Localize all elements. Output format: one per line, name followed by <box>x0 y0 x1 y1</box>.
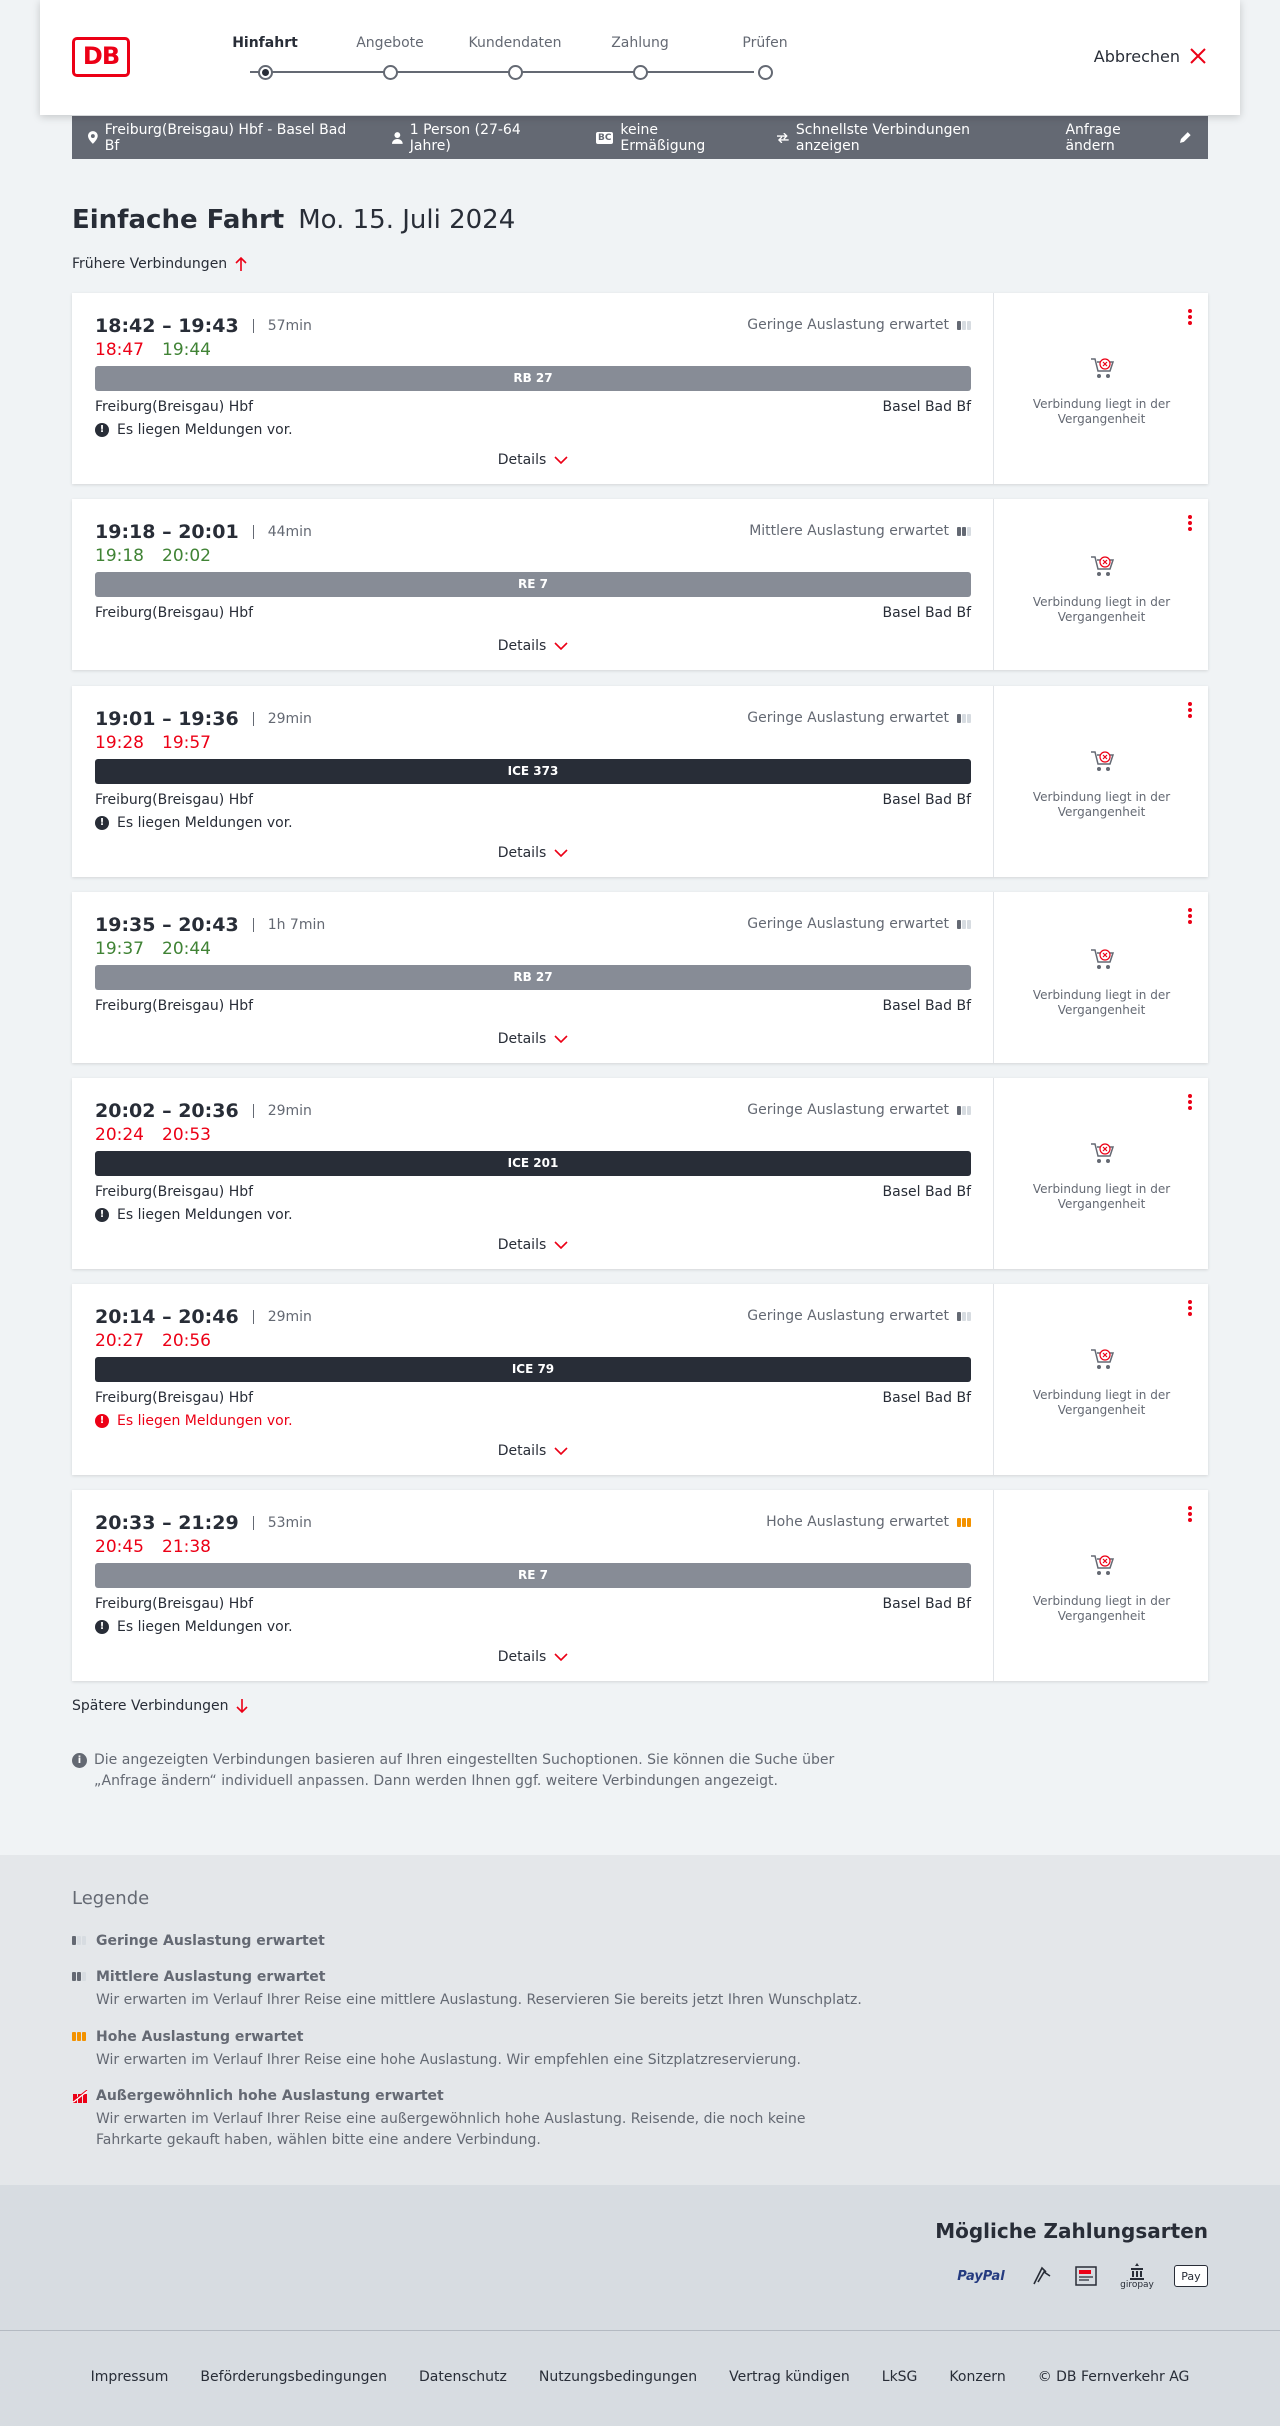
scheduled-times: 20:02 – 20:36 <box>95 1100 239 1122</box>
direct-debit-icon <box>1030 2260 1054 2292</box>
duration: 53min <box>253 1516 312 1530</box>
message-text: Es liegen Meldungen vor. <box>117 815 293 831</box>
step-label: Hinfahrt <box>232 35 298 51</box>
cart-unavailable-icon <box>1089 355 1115 381</box>
message-notice <box>95 422 293 438</box>
details-toggle[interactable] <box>72 1443 994 1459</box>
step-label: Prüfen <box>742 35 788 51</box>
connection-info <box>72 1284 994 1475</box>
chevron-down-icon <box>554 642 568 650</box>
stations <box>95 399 971 415</box>
connection-times <box>95 1306 312 1328</box>
details-toggle[interactable] <box>72 1031 994 1047</box>
later-label: Spätere Verbindungen <box>72 1698 229 1714</box>
edit-request-button[interactable] <box>1065 122 1192 154</box>
realtime-times <box>95 340 229 360</box>
exclamation-icon: ! <box>95 816 109 830</box>
departure-station: Freiburg(Breisgau) Hbf <box>95 1596 254 1612</box>
connection-card[interactable] <box>72 892 1208 1063</box>
bahncard-icon: BC <box>597 132 612 143</box>
occupancy-forecast <box>747 317 971 333</box>
connection-info <box>72 1078 994 1269</box>
details-label: Details <box>497 1649 547 1665</box>
exclamation-icon: ! <box>95 1414 109 1428</box>
more-options-icon[interactable] <box>1188 309 1192 327</box>
connection-times <box>95 708 312 730</box>
connection-info <box>72 499 994 670</box>
step-dot <box>508 65 523 80</box>
legend-item-medium <box>72 1969 872 2011</box>
occupancy-low-icon <box>72 1936 86 1945</box>
booking-panel <box>995 499 1208 670</box>
message-text: Es liegen Meldungen vor. <box>117 1207 293 1223</box>
more-options-icon[interactable] <box>1188 702 1192 720</box>
occupancy-text: Mittlere Auslastung erwartet <box>749 523 949 539</box>
chevron-down-icon <box>554 1035 568 1043</box>
exclamation-icon: ! <box>95 1620 109 1634</box>
occupancy-forecast <box>747 916 971 932</box>
stations <box>95 1596 971 1612</box>
trip-date: Mo. 15. Juli 2024 <box>298 205 516 235</box>
connection-info <box>72 1490 994 1681</box>
cancel-button[interactable] <box>1094 46 1208 66</box>
train-bar[interactable]: RE 7 <box>95 572 971 597</box>
pencil-icon <box>1179 131 1192 144</box>
occupancy-text: Geringe Auslastung erwartet <box>747 317 949 333</box>
summary-discount <box>596 122 743 154</box>
legend-item-very-high <box>72 2088 872 2151</box>
arrival-station: Basel Bad Bf <box>882 998 971 1014</box>
occupancy-text: Geringe Auslastung erwartet <box>747 1102 949 1118</box>
header <box>40 0 1240 115</box>
legend-item-title: Außergewöhnlich hohe Auslastung erwartet <box>96 2088 444 2104</box>
payment-title: Mögliche Zahlungsarten <box>935 2219 1208 2243</box>
legend-item-title: Hohe Auslastung erwartet <box>96 2029 304 2045</box>
legend-item-high <box>72 2029 872 2071</box>
chevron-down-icon <box>554 849 568 857</box>
connection-times <box>95 1100 312 1122</box>
cart-unavailable-icon <box>1089 1140 1115 1166</box>
step-dot <box>758 65 773 80</box>
duration: 1h 7min <box>253 918 326 932</box>
connection-card[interactable] <box>72 293 1208 484</box>
page-title <box>72 205 515 235</box>
paypal-icon: PayPal <box>957 2268 1005 2284</box>
occupancy-text: Geringe Auslastung erwartet <box>747 916 949 932</box>
more-options-icon[interactable] <box>1188 908 1192 926</box>
stations <box>95 792 971 808</box>
occupancy-forecast <box>747 710 971 726</box>
footer-link-befoerderungsbedingungen[interactable]: Beförderungsbedingungen <box>200 2369 387 2385</box>
occupancy-text: Hohe Auslastung erwartet <box>766 1514 949 1530</box>
arrival-station: Basel Bad Bf <box>882 1390 971 1406</box>
footer-link-datenschutz[interactable]: Datenschutz <box>418 2369 507 2385</box>
cart-unavailable-icon <box>1089 1346 1115 1372</box>
occupancy-forecast <box>747 1102 971 1118</box>
fastest-text: Schnellste Verbindungen anzeigen <box>795 121 970 154</box>
realtime-arrival: 20:53 <box>162 1125 211 1145</box>
chevron-down-icon <box>554 1447 568 1455</box>
legend-item-title: Geringe Auslastung erwartet <box>96 1933 325 1949</box>
search-summary <box>72 116 1208 159</box>
step-dot <box>633 65 648 80</box>
cart-unavailable-icon <box>1089 748 1115 774</box>
legend-item-desc: Wir erwarten im Verlauf Ihrer Reise eine mittlere Auslastung. Reservieren Sie bereits jetzt Ihren Wunschplatz. <box>96 1992 862 2008</box>
realtime-times <box>95 1537 229 1557</box>
person-icon <box>392 132 403 144</box>
realtime-times <box>95 1331 229 1351</box>
occupancy-icon <box>957 1312 971 1321</box>
duration: 29min <box>253 1104 312 1118</box>
realtime-times <box>95 546 229 566</box>
summary-passengers <box>392 122 562 154</box>
realtime-arrival: 21:38 <box>162 1537 211 1557</box>
info-text: Die angezeigten Verbindungen basieren auf Ihren eingestellten Suchoptionen. Sie können die Suche über „Anfrage ändern“ individuell anpassen. Dann werden Ihnen ggf. weitere Verbindungen angezeigt. <box>94 1752 835 1789</box>
connection-info <box>72 686 994 877</box>
connection-times <box>95 1512 312 1534</box>
past-connection-notice: Verbindung liegt in der Vergangenheit <box>1032 1594 1171 1623</box>
realtime-arrival: 19:57 <box>162 733 211 753</box>
realtime-times <box>95 939 229 959</box>
booking-panel <box>995 1078 1208 1269</box>
connection-card[interactable] <box>72 686 1208 877</box>
footer-link-lksg[interactable]: LkSG <box>881 2369 918 2385</box>
arrival-station: Basel Bad Bf <box>882 605 971 621</box>
realtime-departure: 19:37 <box>95 939 144 959</box>
more-options-icon[interactable] <box>1188 515 1192 533</box>
chevron-down-icon <box>554 1241 568 1249</box>
connection-times <box>95 521 312 543</box>
swap-arrows-icon <box>777 133 789 143</box>
legend-item-title: Mittlere Auslastung erwartet <box>96 1969 326 1985</box>
past-connection-notice: Verbindung liegt in der Vergangenheit <box>1032 1182 1171 1211</box>
edit-label: Anfrage ändern <box>1065 121 1121 154</box>
connection-card[interactable] <box>72 1078 1208 1269</box>
scheduled-times: 18:42 – 19:43 <box>95 315 239 337</box>
occupancy-text: Geringe Auslastung erwartet <box>747 1308 949 1324</box>
departure-station: Freiburg(Breisgau) Hbf <box>95 605 254 621</box>
scheduled-times: 19:01 – 19:36 <box>95 708 239 730</box>
step-dot <box>258 65 273 80</box>
arrival-station: Basel Bad Bf <box>882 1184 971 1200</box>
payment-icons <box>952 2260 1208 2292</box>
realtime-departure: 20:24 <box>95 1125 144 1145</box>
booking-panel <box>995 1490 1208 1681</box>
earlier-label: Frühere Verbindungen <box>72 256 228 272</box>
booking-panel <box>995 293 1208 484</box>
details-label: Details <box>497 638 547 654</box>
train-bar[interactable]: ICE 373 <box>95 759 971 784</box>
duration: 44min <box>253 525 312 539</box>
step-label: Angebote <box>356 35 424 51</box>
occupancy-icon <box>957 920 971 929</box>
stations <box>95 998 971 1014</box>
occupancy-high-icon <box>72 2032 86 2041</box>
later-connections-link[interactable] <box>72 1698 248 1714</box>
apple-pay-icon: Pay <box>1174 2265 1208 2287</box>
info-icon: i <box>72 1753 87 1768</box>
train-bar[interactable]: RE 7 <box>95 1563 971 1588</box>
giropay-icon: giropay <box>1120 2260 1154 2292</box>
past-connection-notice: Verbindung liegt in der Vergangenheit <box>1032 397 1171 426</box>
passengers-text: 1 Person (27-64 Jahre) <box>409 121 521 154</box>
footer <box>0 2330 1280 2426</box>
occupancy-forecast <box>749 523 971 539</box>
summary-fastest <box>777 122 1031 154</box>
occupancy-very-high-icon <box>72 2090 88 2103</box>
footer-copyright: © DB Fernverkehr AG <box>1037 2369 1190 2385</box>
connection-info <box>72 293 994 484</box>
occupancy-icon <box>957 321 971 330</box>
realtime-departure: 18:47 <box>95 340 144 360</box>
summary-route <box>88 122 358 154</box>
train-bar[interactable]: ICE 79 <box>95 1357 971 1382</box>
more-options-icon[interactable] <box>1188 1094 1192 1112</box>
message-text: Es liegen Meldungen vor. <box>117 1413 293 1429</box>
close-icon <box>1188 46 1208 66</box>
chevron-down-icon <box>554 456 568 464</box>
realtime-arrival: 20:02 <box>162 546 211 566</box>
arrival-station: Basel Bad Bf <box>882 399 971 415</box>
details-toggle[interactable] <box>72 845 994 861</box>
chevron-down-icon <box>554 1653 568 1661</box>
connection-times <box>95 315 312 337</box>
db-logo[interactable]: DB <box>72 37 130 77</box>
footer-link-konzern[interactable]: Konzern <box>949 2369 1006 2385</box>
realtime-departure: 20:27 <box>95 1331 144 1351</box>
booking-panel <box>995 686 1208 877</box>
route-text: Freiburg(Breisgau) Hbf - Basel Bad Bf <box>104 121 347 154</box>
departure-station: Freiburg(Breisgau) Hbf <box>95 998 254 1014</box>
realtime-departure: 19:18 <box>95 546 144 566</box>
cart-unavailable-icon <box>1089 946 1115 972</box>
occupancy-text: Geringe Auslastung erwartet <box>747 710 949 726</box>
arrival-station: Basel Bad Bf <box>882 1596 971 1612</box>
occupancy-icon <box>957 714 971 723</box>
footer-links <box>0 2369 1280 2385</box>
realtime-arrival: 19:44 <box>162 340 211 360</box>
cart-unavailable-icon <box>1089 553 1115 579</box>
scheduled-times: 19:18 – 20:01 <box>95 521 239 543</box>
booking-panel <box>995 1284 1208 1475</box>
scheduled-times: 20:14 – 20:46 <box>95 1306 239 1328</box>
legend-title: Legende <box>72 1888 150 1909</box>
sepa-icon <box>1074 2260 1100 2292</box>
realtime-times <box>95 1125 229 1145</box>
search-info-note <box>72 1750 872 1792</box>
progress-steps <box>210 0 788 115</box>
exclamation-icon: ! <box>95 1208 109 1222</box>
scheduled-times: 19:35 – 20:43 <box>95 914 239 936</box>
past-connection-notice: Verbindung liegt in der Vergangenheit <box>1032 790 1171 819</box>
arrow-down-icon <box>236 1699 248 1713</box>
details-label: Details <box>497 1443 547 1459</box>
exclamation-icon: ! <box>95 423 109 437</box>
footer-link-impressum[interactable]: Impressum <box>90 2369 169 2385</box>
legend-item-desc: Wir erwarten im Verlauf Ihrer Reise eine hohe Auslastung. Wir empfehlen eine Sitzplatzreservierung. <box>96 2052 801 2068</box>
train-bar[interactable]: ICE 201 <box>95 1151 971 1176</box>
message-text: Es liegen Meldungen vor. <box>117 422 293 438</box>
scheduled-times: 20:33 – 21:29 <box>95 1512 239 1534</box>
past-connection-notice: Verbindung liegt in der Vergangenheit <box>1032 1388 1171 1417</box>
connection-info <box>72 892 994 1063</box>
progress-line <box>250 71 754 73</box>
duration: 29min <box>253 1310 312 1324</box>
step-label: Kundendaten <box>468 35 562 51</box>
occupancy-icon <box>957 527 971 536</box>
train-bar[interactable]: RB 27 <box>95 965 971 990</box>
step-dot <box>383 65 398 80</box>
details-toggle[interactable] <box>72 1649 994 1665</box>
message-notice <box>95 1619 293 1635</box>
occupancy-forecast <box>766 1514 971 1530</box>
occupancy-medium-icon <box>72 1972 86 1981</box>
message-notice <box>95 815 293 831</box>
past-connection-notice: Verbindung liegt in der Vergangenheit <box>1032 988 1171 1017</box>
footer-link-vertrag-kuendigen[interactable]: Vertrag kündigen <box>729 2369 850 2385</box>
step-label: Zahlung <box>611 35 669 51</box>
past-connection-notice: Verbindung liegt in der Vergangenheit <box>1032 595 1171 624</box>
cart-unavailable-icon <box>1089 1552 1115 1578</box>
occupancy-icon <box>957 1106 971 1115</box>
details-label: Details <box>497 1237 547 1253</box>
arrival-station: Basel Bad Bf <box>882 792 971 808</box>
occupancy-icon <box>957 1518 971 1527</box>
payment-methods-section <box>0 2185 1280 2330</box>
realtime-departure: 19:28 <box>95 733 144 753</box>
legend-item-desc: Wir erwarten im Verlauf Ihrer Reise eine außergewöhnlich hohe Auslastung. Reisende, die noch keine Fahrkarte gekauft haben, wählen bitte eine andere Verbindung. <box>96 2111 806 2148</box>
footer-link-nutzungsbedingungen[interactable]: Nutzungsbedingungen <box>538 2369 698 2385</box>
realtime-arrival: 20:44 <box>162 939 211 959</box>
connection-card[interactable] <box>72 499 1208 670</box>
departure-station: Freiburg(Breisgau) Hbf <box>95 1184 254 1200</box>
more-options-icon[interactable] <box>1188 1300 1192 1318</box>
location-pin-icon <box>88 131 98 144</box>
connection-card[interactable] <box>72 1284 1208 1475</box>
details-label: Details <box>497 845 547 861</box>
stations <box>95 605 971 621</box>
departure-station: Freiburg(Breisgau) Hbf <box>95 1390 254 1406</box>
message-text: Es liegen Meldungen vor. <box>117 1619 293 1635</box>
details-toggle[interactable] <box>72 638 994 654</box>
train-bar[interactable]: RB 27 <box>95 366 971 391</box>
occupancy-forecast <box>747 1308 971 1324</box>
realtime-arrival: 20:56 <box>162 1331 211 1351</box>
stations <box>95 1184 971 1200</box>
message-notice <box>95 1207 293 1223</box>
arrow-up-icon <box>235 257 247 271</box>
booking-panel <box>995 892 1208 1063</box>
duration: 57min <box>253 319 312 333</box>
connection-card[interactable] <box>72 1490 1208 1681</box>
connection-times <box>95 914 325 936</box>
discount-text: keine Ermäßigung <box>620 121 706 154</box>
legend-section <box>0 1855 1280 2185</box>
realtime-departure: 20:45 <box>95 1537 144 1557</box>
earlier-connections-link[interactable] <box>72 256 247 272</box>
departure-station: Freiburg(Breisgau) Hbf <box>95 792 254 808</box>
details-toggle[interactable] <box>72 1237 994 1253</box>
duration: 29min <box>253 712 312 726</box>
more-options-icon[interactable] <box>1188 1506 1192 1524</box>
legend-item-low <box>72 1933 872 1949</box>
departure-station: Freiburg(Breisgau) Hbf <box>95 399 254 415</box>
message-notice <box>95 1413 293 1429</box>
details-label: Details <box>497 452 547 468</box>
realtime-times <box>95 733 229 753</box>
details-label: Details <box>497 1031 547 1047</box>
cancel-label: Abbrechen <box>1093 46 1180 66</box>
details-toggle[interactable] <box>72 452 994 468</box>
trip-type: Einfache Fahrt <box>72 205 285 235</box>
stations <box>95 1390 971 1406</box>
